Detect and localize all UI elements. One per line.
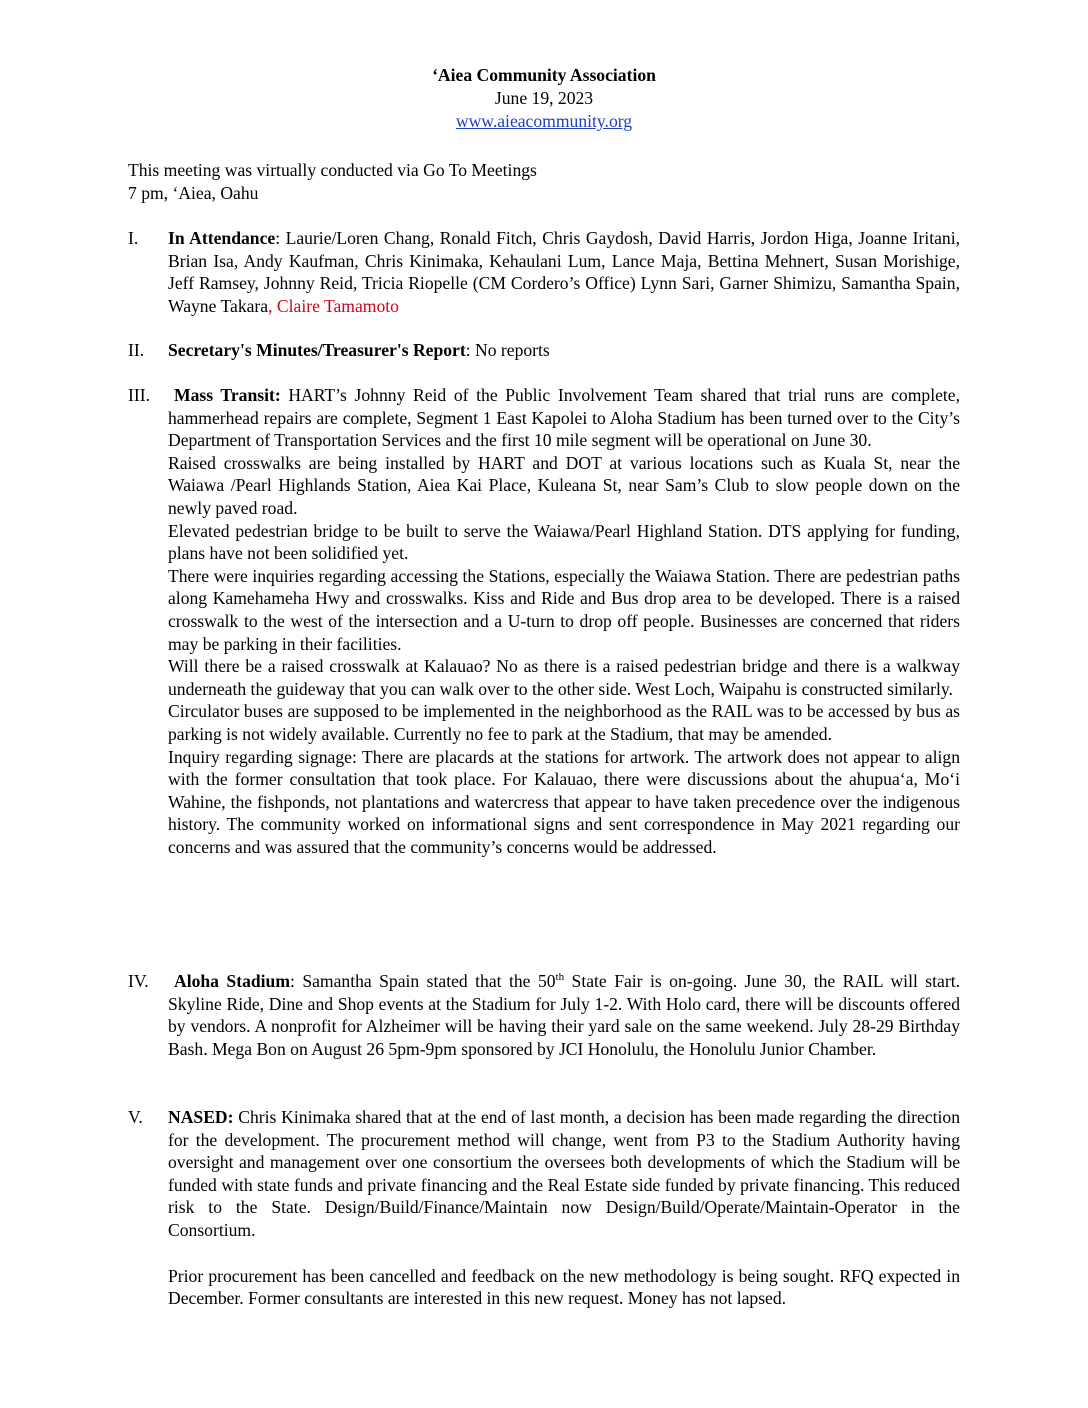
section-text: : Samantha Spain stated that the 50 (289, 971, 556, 991)
intro-line-time-place: 7 pm, ‘Aiea, Oahu (128, 182, 259, 203)
section-label: Mass Transit: (174, 385, 281, 405)
section-label: NASED: (168, 1107, 234, 1127)
transit-paragraph: Raised crosswalks are being installed by HART and DOT at various locations such as Kuala St, near the Waiawa /Pearl Highlands Station, Aiea Kai Place, Kuleana St, near Sam’s Club to slow people down on the newly paved road. (168, 452, 960, 518)
section-number: II. (128, 340, 145, 360)
section-nased (128, 1106, 960, 1310)
organization-name: ‘Aiea Community Association (432, 65, 656, 85)
section-mass-transit (128, 384, 960, 858)
section-number: V. (128, 1107, 143, 1127)
meeting-date: June 19, 2023 (494, 88, 594, 108)
section-text-second-paragraph: Prior procurement has been cancelled and feedback on the new methodology is being sought. RFQ expected in December. Former consultants are interested in this new request. Money has not lapsed. (168, 1265, 960, 1309)
section-text-continued: State Fair is on-going. June 30, the RAIL will start. Skyline Ride, Dine and Shop events at the Stadium for July 1-2. With Holo card, there will be discounts offered by vendors. A nonprofit for Alzheimer will be having their yard sale on the same weekend. July 28-29 Birthday Bash. Mega Bon on August 26 5pm-9pm sponsored by JCI Honolulu, the Honolulu Junior Chamber. (168, 971, 960, 1059)
section-text: Chris Kinimaka shared that at the end of last month, a decision has been made regarding the direction for the development. The procurement method will change, went from P3 to the Stadium Authority having oversight and management over one consortium the oversees both developments of which the Stadium will be funded with state funds and private financing and the Real Estate side funded by private financing. This reduced risk to the State. Design/Build/Finance/Maintain now Design/Build/Operate/Maintain-Operator in the Consortium. (168, 1107, 960, 1240)
section-minutes-report (128, 339, 960, 362)
transit-paragraph: There were inquiries regarding accessing the Stations, especially the Waiawa Station. There are pedestrian paths along Kamehameha Hwy and crosswalks. Kiss and Ride and Bus drop area to be developed. There is a raised crosswalk to the west of the intersection and a U-turn to drop off people. Businesses are concerned that riders may be parking in their facilities. (168, 565, 960, 654)
transit-paragraph: Circulator buses are supposed to be implemented in the neighborhood as the RAIL was to be accessed by bus as parking is not widely available. Currently no fee to park at the Stadium, that may be amended. (168, 701, 960, 744)
attendance-list: : Laurie/Loren Chang, Ronald Fitch, Chris Gaydosh, David Harris, Jordon Higa, Joanne Iritani, Brian Isa, Andy Kaufman, Chris Kinimaka, Kehaulani Lum, Lance Maja, Bettina Mehnert, Susan Morishige, Jeff Ramsey, Johnny Reid, Tricia Riopelle (CM Cordero’s Office) Lynn Sari, Garner Shimizu, Samantha Spain, Wayne Takara (168, 228, 960, 316)
meeting-intro (128, 159, 968, 204)
section-text: : No reports (465, 340, 550, 360)
section-attendance (128, 227, 960, 317)
section-number: IV. (128, 971, 149, 991)
transit-paragraph: HART’s Johnny Reid of the Public Involvement Team shared that trial runs are complete, hammerhead repairs are complete, Segment 1 East Kapolei to Aloha Stadium has been turned over to the City’s Department of Transportation Services and the first 10 mile segment will be operational on June 30. (168, 385, 960, 451)
transit-paragraph: Inquiry regarding signage: There are placards at the stations for artwork. The artwork does not appear to align with the former consultation that took place. For Kalauao, there were discussions about the ahupua‘a, Mo‘i Wahine, the fishponds, not plantations and watercress that appear to have taken precedence over the indigenous history. The community worked on informational signs and sent correspondence in May 2021 regarding our concerns and was assured that the community’s concerns would be addressed. (168, 746, 960, 857)
transit-paragraph: Elevated pedestrian bridge to be built to serve the Waiawa/Pearl Highland Station. DTS applying for funding, plans have not been solidified yet. (168, 520, 960, 564)
section-number: I. (128, 228, 139, 248)
section-aloha-stadium (128, 970, 960, 1060)
section-label: Secretary's Minutes/Treasurer's Report (168, 340, 466, 360)
ordinal-suffix: th (555, 971, 565, 984)
intro-line-conducted: This meeting was virtually conducted via Go To Meetings (128, 160, 537, 180)
attendance-list-end: , Claire Tamamoto (268, 295, 399, 316)
website-link[interactable]: www.aieacommunity.org (455, 111, 633, 131)
section-label: Aloha Stadium (174, 971, 290, 991)
document-header (0, 64, 1088, 133)
section-label: In Attendance (168, 228, 276, 248)
section-number: III. (128, 385, 150, 405)
transit-paragraph: Will there be a raised crosswalk at Kalauao? No as there is a raised pedestrian bridge and there is a walkway underneath the guideway that you can walk over to the other side. West Loch, Waipahu is constructed similarly. (168, 656, 960, 699)
